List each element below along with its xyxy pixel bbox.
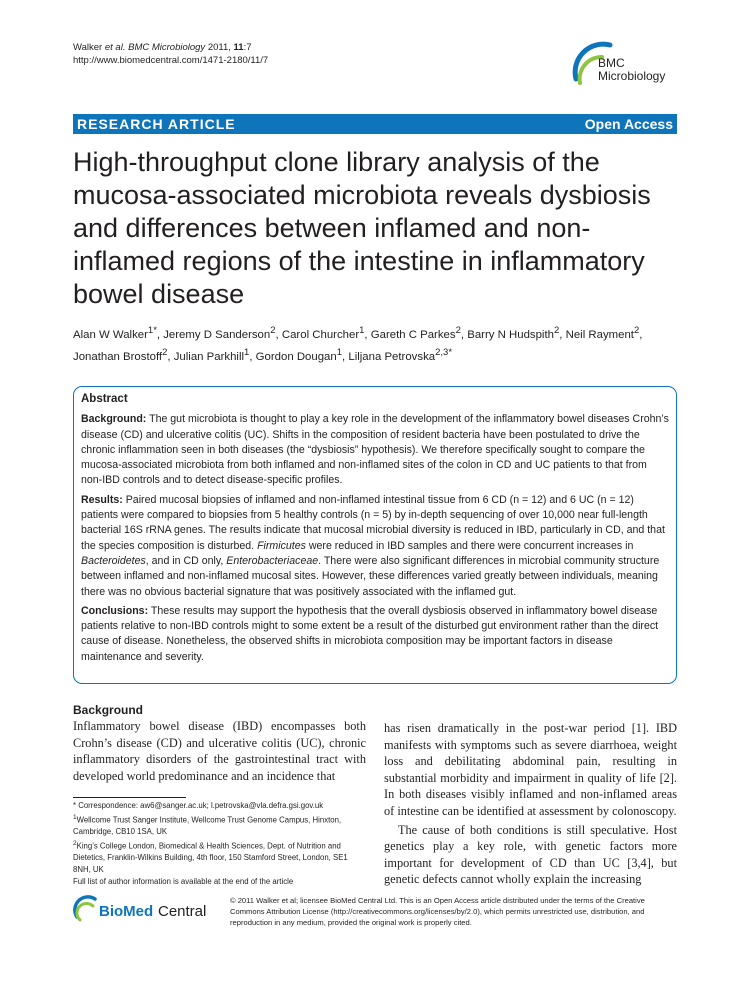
abstract-background: Background: The gut microbiota is thought to play a key role in the development of the inflammatory bowel diseases Crohn’s disease (CD) and ulcerative colitis (UC). Shifts in the composition of resident bacteria have been postulated to drive the chronic inflammation seen in both diseases (the “dysbiosis” hypothesis). We therefore specifically sought to compare the mucosa-associated microbiota from both inflamed and non-inflamed sites of the colon in CD and UC patients to that from non-IBD controls and to detect disease-specific profiles. <box>81 413 669 487</box>
author-list: Alan W Walker$^{1*}$, Jeremy D Sanderson$^2$, Carol Churcher$^1$, Gareth C Parkes$^2$, Barry N Hudspith$^2$, Neil Rayment$^2$, Jonathan Brostoff$^2$, Julian Parkhill$^1$, Gordon Dougan$^1$, Liljana Petrovska$^{2,3*}$ <box>73 325 643 363</box>
citation-header <box>73 41 268 67</box>
author: Gareth C Parkes$^2$ <box>370 325 461 341</box>
citation-journal: BMC Microbiology <box>125 42 206 53</box>
abstract-heading: Abstract <box>81 393 128 405</box>
article-type-label: RESEARCH ARTICLE <box>77 116 236 132</box>
biomed-logo-text: BioMed <box>99 903 154 920</box>
author: Barry N Hudspith$^2$ <box>467 325 560 341</box>
citation-author: Walker <box>73 42 105 53</box>
citation-issue: :7 <box>243 42 252 53</box>
abstract-results: Results: Paired mucosal biopsies of inflamed and non-inflamed intestinal tissue from 6 CD (n = 12) and 6 UC (n = 12) patients were compared to biopsies from 5 healthy controls (n = 5) by in-depth sequencing of over 10,000 near full-length bacterial 16S rRNA genes. The results indicate that mucosal microbial diversity is reduced in IBD, particularly in CD, and that the species composition is disturbed. Firmicutes were reduced in IBD samples and there were concurrent increases in Bacteroidetes, and in CD only, Enterobacteriaceae. There were also significant differences in microbial community structure between inflamed and non-inflamed mucosal sites. However, these differences varied greatly between individuals, meaning there was no obvious bacterial signature that was positively associated with the inflamed gut. <box>81 493 665 598</box>
footnote-divider <box>73 797 186 798</box>
journal-logo-line1: BMC <box>598 56 625 70</box>
author: Neil Rayment$^2$ <box>565 325 640 341</box>
body-right-column <box>384 720 677 888</box>
article-title: High-throughput clone library analysis of the mucosa-associated microbiota reveals dysbiosis and differences between inflamed and non-inflamed regions of the intestine in inflammatory bowel disease <box>73 147 651 309</box>
body-paragraph: has risen dramatically in the post-war period [1]. IBD manifests with symptoms such as severe diarrhoea, weight loss and debilitating abdominal pain, resulting in substantial morbidity and impairment in quality of life [2]. In both diseases visibly inflamed and non-inflamed areas of intestine can be identified at assessment by colonoscopy. <box>384 721 677 818</box>
affiliation-1: $^1$Wellcome Trust Sanger Institute, Wellcome Trust Genome Campus, Hinxton, Cambridge, CB10 1SA, UK <box>73 813 342 837</box>
author: Gordon Dougan$^1$ <box>255 346 343 363</box>
full-author-info-note: Full list of author information is available at the end of the article <box>73 876 294 886</box>
citation-volume: 11 <box>233 42 244 53</box>
article-type-banner <box>73 114 677 134</box>
body-paragraph: Inflammatory bowel disease (IBD) encompasses both Crohn’s disease (CD) and ulcerative colitis (UC), chronic inflammatory disorders of the gastrointestinal tract with developed world predominance and an incidence that <box>73 719 366 783</box>
open-access-label: Open Access <box>584 116 673 132</box>
author: Liljana Petrovska$^{2,3*}$ <box>348 346 453 363</box>
citation-url[interactable]: http://www.biomedcentral.com/1471-2180/11/7 <box>73 55 269 66</box>
author: Carol Churcher$^1$ <box>281 325 365 341</box>
author: Jonathan Brostoff$^2$ <box>73 346 168 363</box>
license-text: © 2011 Walker et al; licensee BioMed Central Ltd. This is an Open Access article distributed under the terms of the Creative Commons Attribution License (http://creativecommons.org/licenses/by/2.0), which permits unrestricted use, distribution, and reproduction in any medium, provided the original work is properly cited. <box>230 896 645 927</box>
footnotes <box>73 800 366 888</box>
correspondence-note: * Correspondence: aw6@sanger.ac.uk; l.petrovska@vla.defra.gsi.gov.uk <box>73 801 324 810</box>
journal-logo-line2: Microbiology <box>598 69 666 83</box>
central-logo-text: Central <box>158 903 207 920</box>
biomed-central-logo-icon <box>73 895 213 925</box>
citation-line <box>73 41 268 54</box>
journal-logo-text <box>598 57 665 83</box>
citation-year: 2011, <box>205 42 234 53</box>
author: Jeremy D Sanderson$^2$ <box>163 325 276 341</box>
affiliation-2: $^2$King’s College London, Biomedical & Health Sciences, Dept. of Nutrition and Dietetics, Franklin-Wilkins Building, 4th floor, 150 Stamford Street, London, SE1 8NH, UK <box>73 839 348 875</box>
author: Julian Parkhill$^1$ <box>173 346 250 363</box>
body-left-column <box>73 702 366 784</box>
section-heading-background: Background <box>73 703 144 717</box>
author: Alan W Walker$^{1*}$ <box>73 325 157 341</box>
citation-etal: et al. <box>104 42 126 53</box>
abstract-conclusions: Conclusions: These results may support the hypothesis that the overall dysbiosis observed in inflammatory bowel disease patients relative to non-IBD controls might to some extent be a result of the disturbed gut environment rather than the direct cause of disease. Nonetheless, the observed shifts in microbiota composition may be important factors in disease maintenance and severity. <box>81 604 659 663</box>
abstract-box <box>73 386 677 684</box>
body-paragraph: The cause of both conditions is still speculative. Host genetics play a key role, with genetic factors more important for development of CD than UC [3,4], but genetic defects cannot wholly explain the increasing <box>384 822 677 887</box>
